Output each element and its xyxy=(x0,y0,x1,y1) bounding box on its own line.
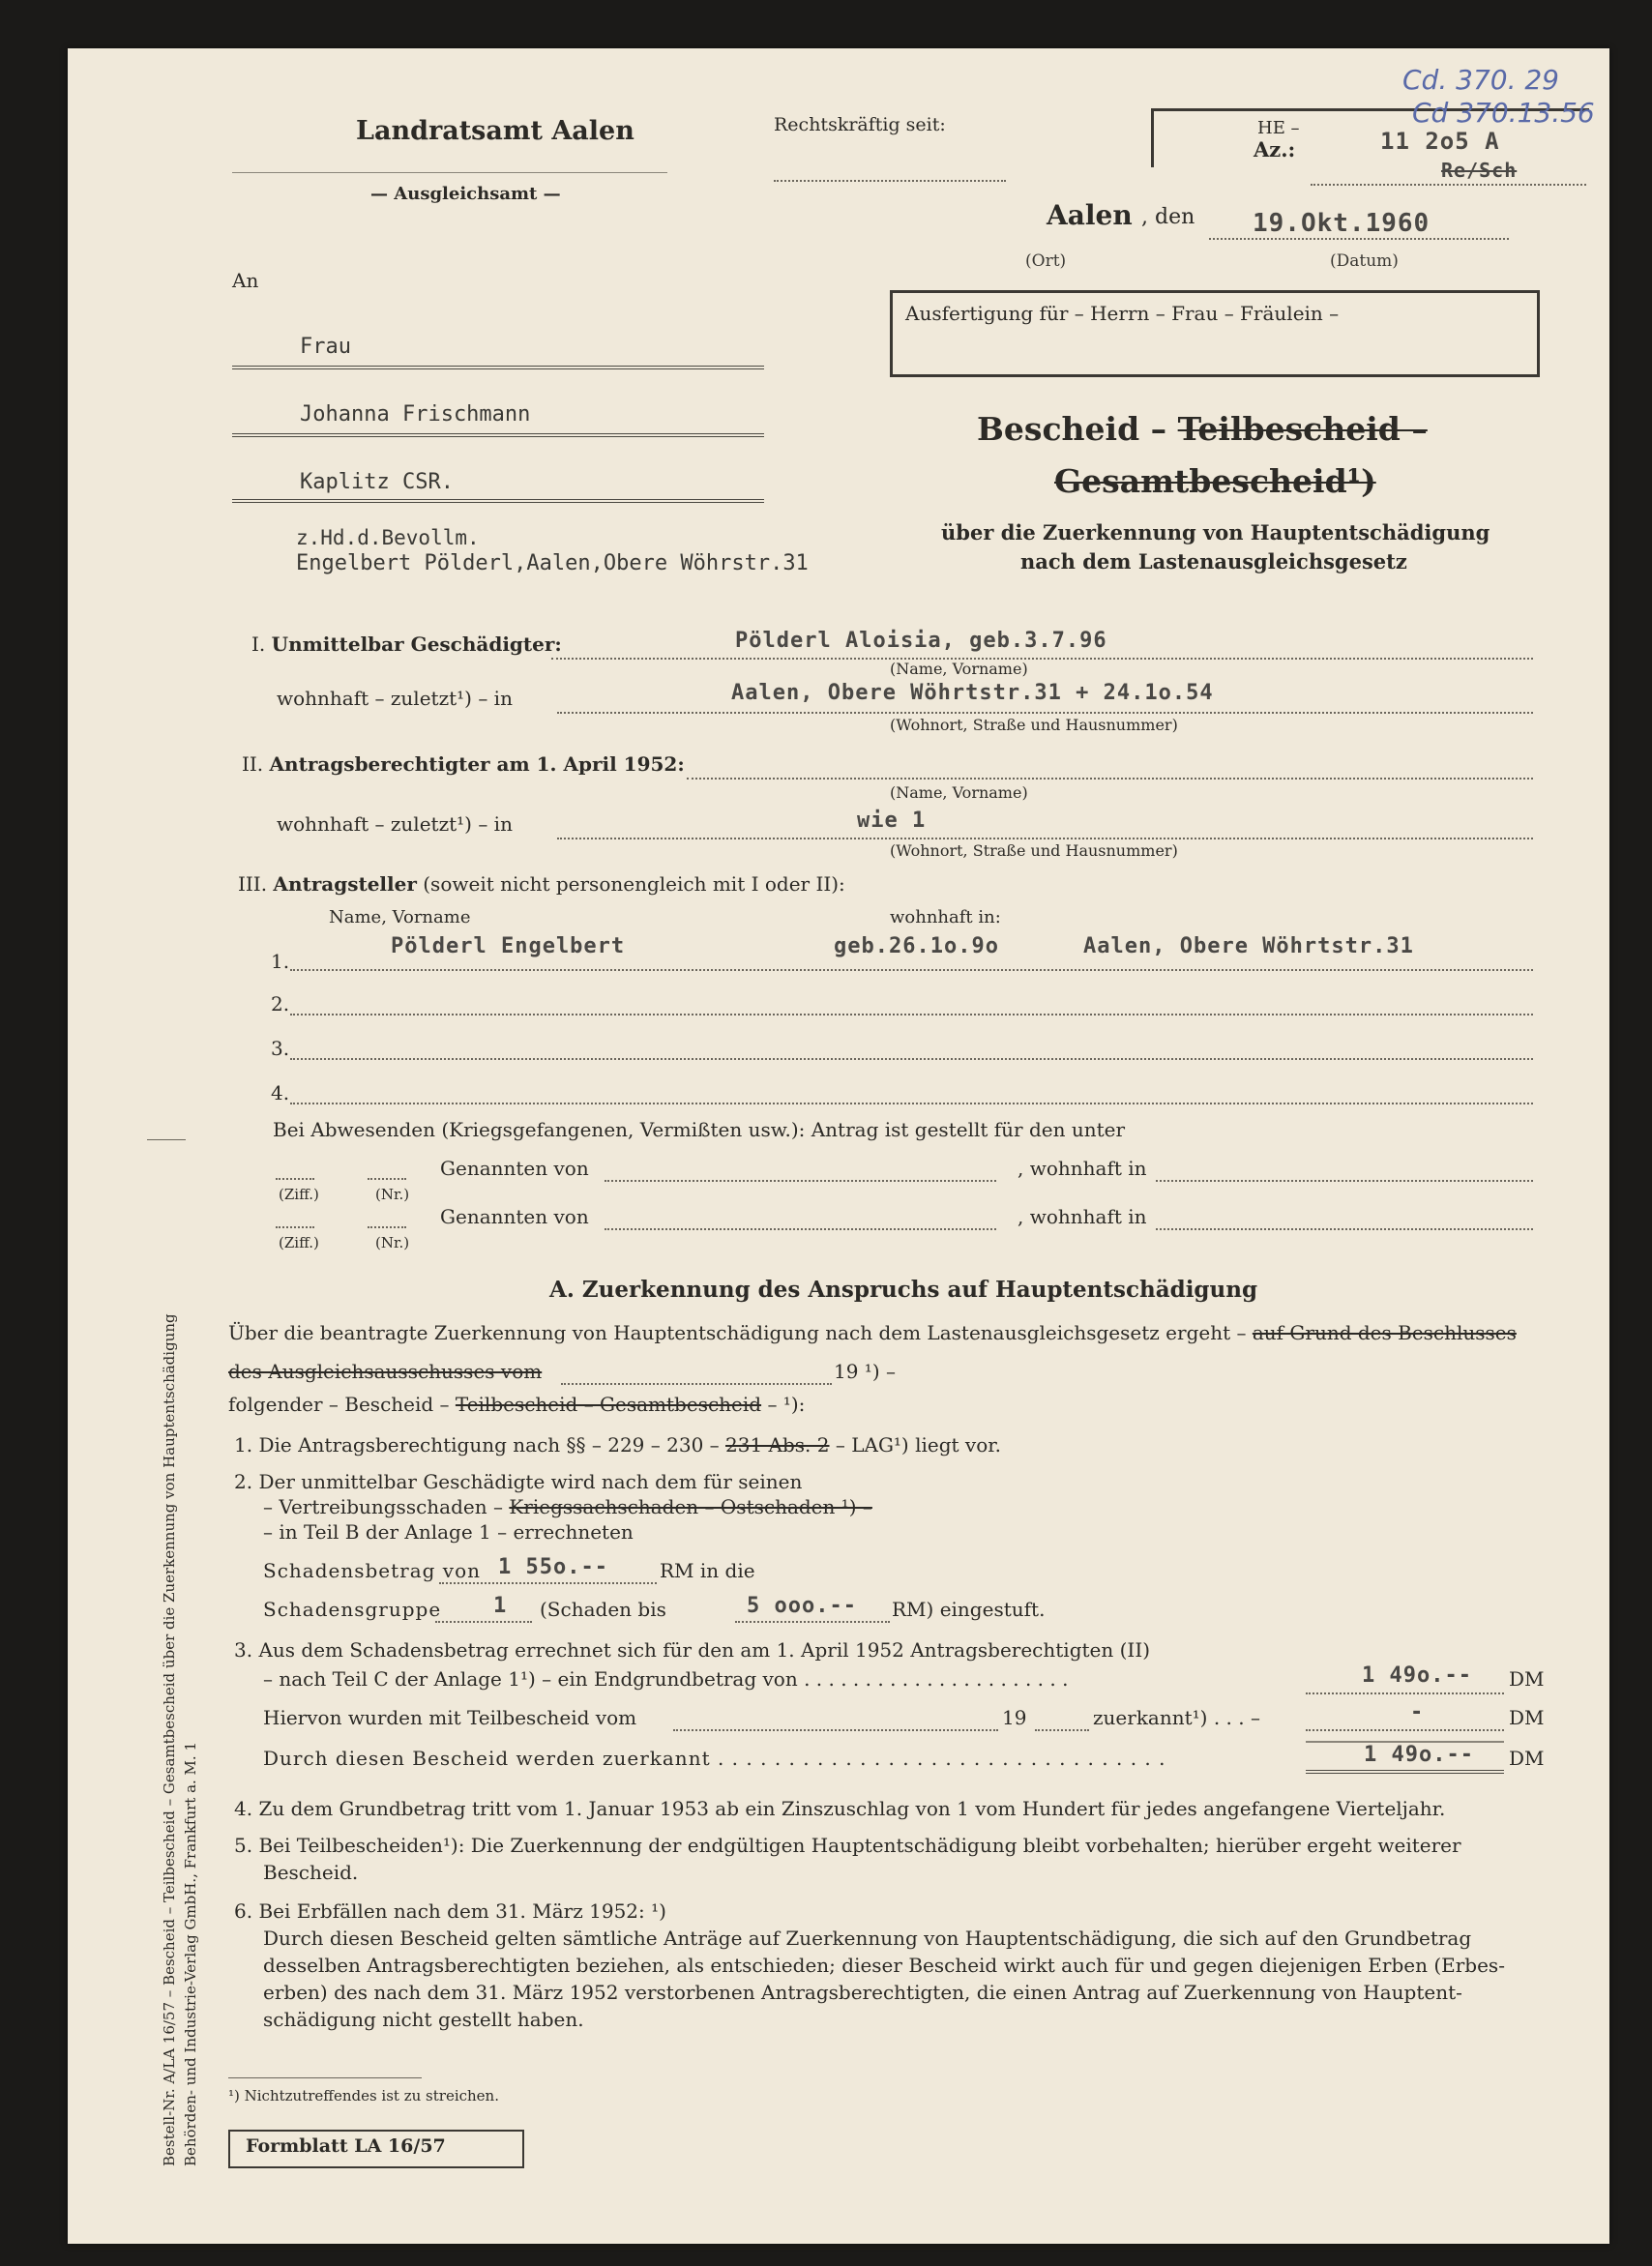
base-amount: 1 49o.-- xyxy=(1362,1663,1472,1688)
item-1: 1. Die Antragsberechtigung nach §§ – 229 – 230 – 231 Abs. 2 – LAG¹) liegt vor. xyxy=(234,1433,1001,1457)
damage-limit: 5 ooo.-- xyxy=(747,1594,857,1618)
section-a-heading: A. Zuerkennung des Anspruchs auf Hauptentschädigung xyxy=(549,1277,1258,1303)
section-a-following: folgender – Bescheid – Teilbescheid – Gesamtbescheid – ¹): xyxy=(228,1393,806,1416)
item-3-line2: – nach Teil C der Anlage 1¹) – ein Endgrundbetrag von . . . . . . . . . . . . . . . . . . . . . . xyxy=(263,1667,1069,1691)
handwritten-reference-2: Cd 370.13.56 xyxy=(1412,97,1595,129)
place-caption: (Ort) xyxy=(1025,251,1067,271)
applicant-1-name: Pölderl Engelbert xyxy=(391,934,626,958)
attention-line: z.Hd.d.Bevollm. xyxy=(296,526,480,549)
item-6-line1: 6. Bei Erbfällen nach dem 31. März 1952: ¹) xyxy=(234,1899,666,1923)
partial-year: 19 xyxy=(1002,1706,1027,1729)
den-label: , den xyxy=(1141,205,1195,229)
section-ii-residence-label: wohnhaft – zuletzt¹) – in xyxy=(277,812,513,836)
recipient-name: Johanna Frischmann xyxy=(300,402,531,427)
copy-for-text: Ausfertigung für – Herrn – Frau – Fräulein – xyxy=(905,302,1340,325)
section-i-label: I. Unmittelbar Geschädigter: xyxy=(251,633,562,656)
issue-date: 19.Okt.1960 xyxy=(1253,209,1431,238)
az-suffix: Re/Sch xyxy=(1441,159,1518,182)
applicant-2-num: 2. xyxy=(271,992,290,1015)
section-ii-name-caption: (Name, Vorname) xyxy=(890,783,1028,802)
az-prefix: HE – xyxy=(1257,118,1300,138)
base-amount-unit: DM xyxy=(1509,1667,1545,1691)
office-subtitle: — Ausgleichsamt — xyxy=(370,184,561,204)
section-a-committee: des Ausgleichsausschusses vom xyxy=(228,1360,543,1383)
item-6-line5: schädigung nicht gestellt haben. xyxy=(263,2008,584,2031)
place: Aalen xyxy=(1047,199,1133,231)
damage-group-label: Schadensgruppe xyxy=(263,1598,442,1621)
section-i-residence-label: wohnhaft – zuletzt¹) – in xyxy=(277,687,513,710)
damage-limit-suffix: RM) eingestuft. xyxy=(892,1598,1046,1621)
item-2-line1: 2. Der unmittelbar Geschädigte wird nach dem für seinen xyxy=(234,1470,803,1493)
absent-text: Bei Abwesenden (Kriegsgefangenen, Vermißten usw.): Antrag ist gestellt für den unter xyxy=(273,1118,1126,1141)
margin-text-1: Bestell-Nr. A/LA 16/57 – Bescheid – Teilbescheid – Gesamtbescheid über die Zuerkennung von Hauptentschädigung xyxy=(161,1313,178,2166)
date-caption: (Datum) xyxy=(1330,251,1399,271)
partial-decision-label: Hiervon wurden mit Teilbescheid vom xyxy=(263,1706,637,1729)
office-title: Landratsamt Aalen xyxy=(356,116,634,146)
item-6-line3: desselben Antragsberechtigten beziehen, als entschieden; dieser Bescheid wirkt auch für und gegen diejenigen Erben (Erbes- xyxy=(263,1954,1505,1977)
form-number: Formblatt LA 16/57 xyxy=(246,2135,446,2157)
handwritten-reference-1: Cd. 370. 29 xyxy=(1402,64,1559,96)
item-6-line2: Durch diesen Bescheid gelten sämtliche Anträge auf Zuerkennung von Hauptentschädigung, die sich auf den Grundbetrag xyxy=(263,1927,1472,1950)
section-a-intro: Über die beantragte Zuerkennung von Hauptentschädigung nach dem Lastenausgleichsgesetz ergeht – auf Grund des Beschlusses xyxy=(228,1321,1517,1344)
partial-amount: - xyxy=(1410,1700,1425,1724)
applicant-4-num: 4. xyxy=(271,1081,290,1104)
section-iii-label: III. Antragsteller (soweit nicht personengleich mit I oder II): xyxy=(238,872,845,896)
section-i-residence: Aalen, Obere Wöhrtstr.31 + 24.1o.54 xyxy=(731,681,1214,705)
applicant-1-birth: geb.26.1o.9o xyxy=(834,934,999,958)
recipient-place: Kaplitz CSR. xyxy=(300,470,454,494)
footnote: ¹) Nichtzutreffendes ist zu streichen. xyxy=(228,2087,499,2104)
item-2-line2: – Vertreibungsschaden – Kriegssachschaden – Ostschaden ¹) – xyxy=(263,1495,872,1518)
absent-ziff-1: (Ziff.) xyxy=(279,1186,319,1203)
section-iii-name-header: Name, Vorname xyxy=(329,907,471,927)
decision-subtitle-2: nach dem Lastenausgleichsgesetz xyxy=(1020,549,1407,574)
section-i-name-caption: (Name, Vorname) xyxy=(890,660,1028,678)
absent-named-1: Genannten von xyxy=(440,1157,589,1180)
form-page xyxy=(68,48,1609,2244)
absent-nr-2: (Nr.) xyxy=(375,1234,410,1251)
section-i-residence-caption: (Wohnort, Straße und Hausnummer) xyxy=(890,716,1178,734)
section-ii-label: II. Antragsberechtigter am 1. April 1952: xyxy=(242,752,685,776)
absent-ziff-2: (Ziff.) xyxy=(279,1234,319,1251)
section-iii-residence-header: wohnhaft in: xyxy=(890,907,1001,927)
awarded-amount-unit: DM xyxy=(1509,1747,1545,1770)
item-5-line2: Bescheid. xyxy=(263,1861,359,1884)
damage-amount-label: Schadensbetrag von xyxy=(263,1559,482,1582)
decision-subtitle-1: über die Zuerkennung von Hauptentschädigung xyxy=(941,520,1490,544)
absent-residing-2: , wohnhaft in xyxy=(1018,1205,1147,1228)
item-4: 4. Zu dem Grundbetrag tritt vom 1. Januar 1953 ab ein Zinszuschlag von 1 vom Hundert für jedes angefangene Vierteljahr. xyxy=(234,1797,1446,1820)
absent-residing-1: , wohnhaft in xyxy=(1018,1157,1147,1180)
damage-group: 1 xyxy=(493,1594,508,1618)
applicant-3-num: 3. xyxy=(271,1037,290,1060)
absent-nr-1: (Nr.) xyxy=(375,1186,410,1203)
absent-named-2: Genannten von xyxy=(440,1205,589,1228)
partial-amount-unit: DM xyxy=(1509,1706,1545,1729)
decision-title-line1: Bescheid – Teilbescheid – xyxy=(977,410,1428,448)
item-2-line3: – in Teil B der Anlage 1 – errechneten xyxy=(263,1520,634,1544)
section-ii-residence: wie 1 xyxy=(857,809,927,833)
applicant-1-residence: Aalen, Obere Wöhrtstr.31 xyxy=(1083,934,1414,958)
item-3-line1: 3. Aus dem Schadensbetrag errechnet sich für den am 1. April 1952 Antragsberechtigten (II) xyxy=(234,1638,1151,1662)
item-5-line1: 5. Bei Teilbescheiden¹): Die Zuerkennung der endgültigen Hauptentschädigung bleibt vorbehalten; hierüber ergeht weiterer xyxy=(234,1834,1461,1857)
representative-address: Engelbert Pölderl,Aalen,Obere Wöhrstr.31 xyxy=(296,551,809,575)
margin-text-2: Behörden- und Industrie-Verlag GmbH., Frankfurt a. M. 1 xyxy=(182,1742,199,2166)
legal-since-label: Rechtskräftig seit: xyxy=(774,114,946,135)
damage-amount-unit: RM in die xyxy=(660,1559,755,1582)
awarded-amount: 1 49o.-- xyxy=(1364,1743,1474,1767)
awarded-label: Durch diesen Bescheid werden zuerkannt . . . . . . . . . . . . . . . . . . . . . . . . . . . . . . . . xyxy=(263,1747,1166,1770)
damage-limit-label: (Schaden bis xyxy=(540,1598,666,1621)
recipient-an-label: An xyxy=(232,269,259,292)
section-a-year: 19 ¹) – xyxy=(834,1360,896,1383)
section-ii-residence-caption: (Wohnort, Straße und Hausnummer) xyxy=(890,841,1178,860)
partial-awarded-label: zuerkannt¹) . . . – xyxy=(1093,1706,1260,1729)
az-label: Az.: xyxy=(1254,137,1296,162)
item-6-line4: erben) des nach dem 31. März 1952 verstorbenen Antragsberechtigten, die einen Antrag auf Zuerkennung von Hauptent- xyxy=(263,1981,1462,2004)
applicant-1-num: 1. xyxy=(271,950,290,973)
damage-amount: 1 55o.-- xyxy=(498,1555,608,1579)
az-number: 11 2o5 A xyxy=(1380,128,1500,155)
decision-title-line2: Gesamtbescheid¹) xyxy=(1054,462,1376,500)
section-i-name: Pölderl Aloisia, geb.3.7.96 xyxy=(735,629,1107,653)
recipient-salutation: Frau xyxy=(300,335,351,359)
